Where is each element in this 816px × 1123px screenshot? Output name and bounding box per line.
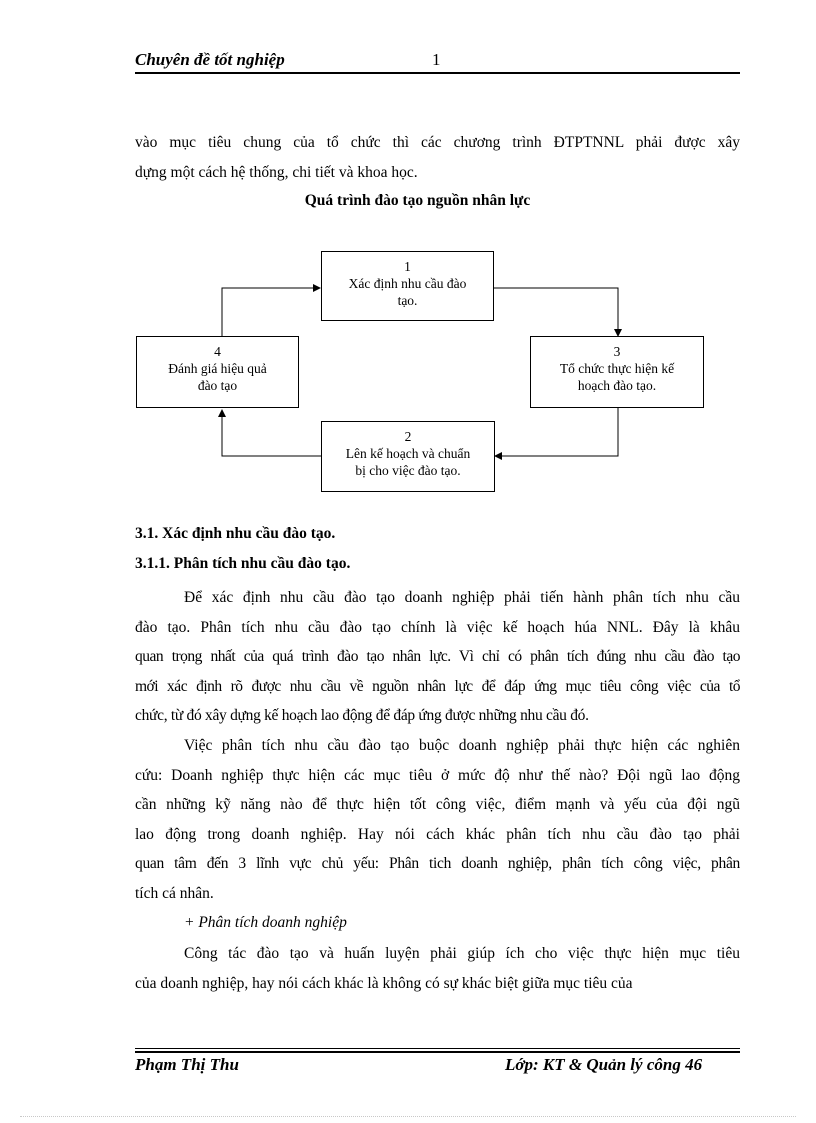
text-line: đào tạo. Phân tích nhu cầu đào tạo chính là việc kế hoạch húa NNL. Đây là khâu [135, 618, 740, 636]
text-line: chức, từ đó xây dựng kế hoạch lao động để đáp ứng được những nhu cầu đó. [135, 707, 589, 724]
paragraph-2 [135, 731, 740, 908]
text-line: quan tâm đến 3 lĩnh vực chủ yếu: Phân tich doanh nghiệp, phân tích công việc, phân [135, 855, 740, 872]
diagram-title: Quá trình đào tạo nguồn nhân lực [304, 192, 531, 209]
box-number: 4 [214, 344, 221, 359]
text-line: cần những kỹ năng nào để thực hiện tốt công việc, điểm mạnh và yếu của đội ngũ [135, 796, 740, 813]
arrow-4-to-1 [222, 288, 320, 336]
paragraph-1 [135, 583, 740, 731]
box-text: tạo. [397, 293, 418, 308]
footer-rule-thick [135, 1051, 740, 1053]
box-number: 1 [404, 259, 411, 274]
section-heading-3-1: 3.1. Xác định nhu cầu đào tạo. [135, 525, 336, 542]
paragraph-3 [135, 939, 740, 998]
footer-author: Phạm Thị Thu [135, 1055, 239, 1074]
text-line: dựng một cách hệ thống, chi tiết và khoa học. [135, 163, 418, 181]
arrow-3-to-2 [495, 408, 618, 456]
text-line: Công tác đào tạo và huấn luyện phải giúp ích cho việc thực hiện mục tiêu [184, 945, 740, 962]
sub-heading-phan-tich-doanh-nghiep: + Phân tích doanh nghiệp [184, 914, 347, 931]
footer-class: Lớp: KT & Quản lý công 46 [505, 1055, 703, 1074]
box-text: Tổ chức thực hiện kế [559, 361, 675, 376]
text-line: Việc phân tích nhu cầu đào tạo buộc doanh nghiệp phải thực hiện các nghiên [184, 737, 740, 754]
text-line: lao động trong doanh nghiệp. Hay nói cách khác phân tích nhu cầu đào tạo phải [135, 825, 740, 843]
diagram-box-4 [136, 336, 299, 408]
box-number: 2 [404, 429, 412, 444]
page-number: 1 [432, 50, 441, 69]
box-text: hoạch đào tạo. [577, 378, 657, 393]
box-text: đào tạo [197, 378, 238, 393]
text-line: quan trọng nhất của quá trình đào tạo nhân lực. Vì chỉ có phân tích đúng nhu cầu đào tạo [135, 648, 740, 665]
text-line: vào mục tiêu chung của tổ chức thì các chương trình ĐTPTNNL phải được xây [135, 134, 740, 151]
section-heading-3-1-1: 3.1.1. Phân tích nhu cầu đào tạo. [135, 555, 351, 572]
diagram-box-1 [321, 251, 494, 321]
document-title: Chuyên đề tốt nghiệp [135, 50, 285, 69]
box-text: Đánh giá hiệu quả [168, 361, 267, 376]
arrow-1-to-3 [493, 288, 618, 336]
text-line: tích cá nhân. [135, 884, 214, 902]
diagram-box-3 [530, 336, 704, 408]
text-line: cứu: Doanh nghiệp thực hiện các mục tiêu ở mức độ như thế nào? Đội ngũ lao động [135, 766, 740, 784]
footer-rule-thin [135, 1048, 740, 1049]
arrow-2-to-4 [222, 410, 322, 456]
text-line: mới xác định rõ được nhu cầu về nguồn nhân lực để đáp ứng mục tiêu công việc của tổ [135, 677, 740, 695]
box-text: Xác định nhu cầu đào [348, 276, 467, 291]
text-line: Để xác định nhu cầu đào tạo doanh nghiệp phải tiến hành phân tích nhu cầu [184, 589, 740, 606]
diagram-box-2 [321, 421, 495, 492]
text-line: của doanh nghiệp, hay nói cách khác là không có sự khác biệt giữa mục tiêu của [135, 974, 633, 992]
box-number: 3 [613, 344, 621, 359]
box-text: bị cho việc đào tạo. [355, 463, 461, 478]
box-text: Lên kế hoạch và chuẩn [345, 446, 471, 461]
page-bottom-divider [20, 1116, 796, 1117]
